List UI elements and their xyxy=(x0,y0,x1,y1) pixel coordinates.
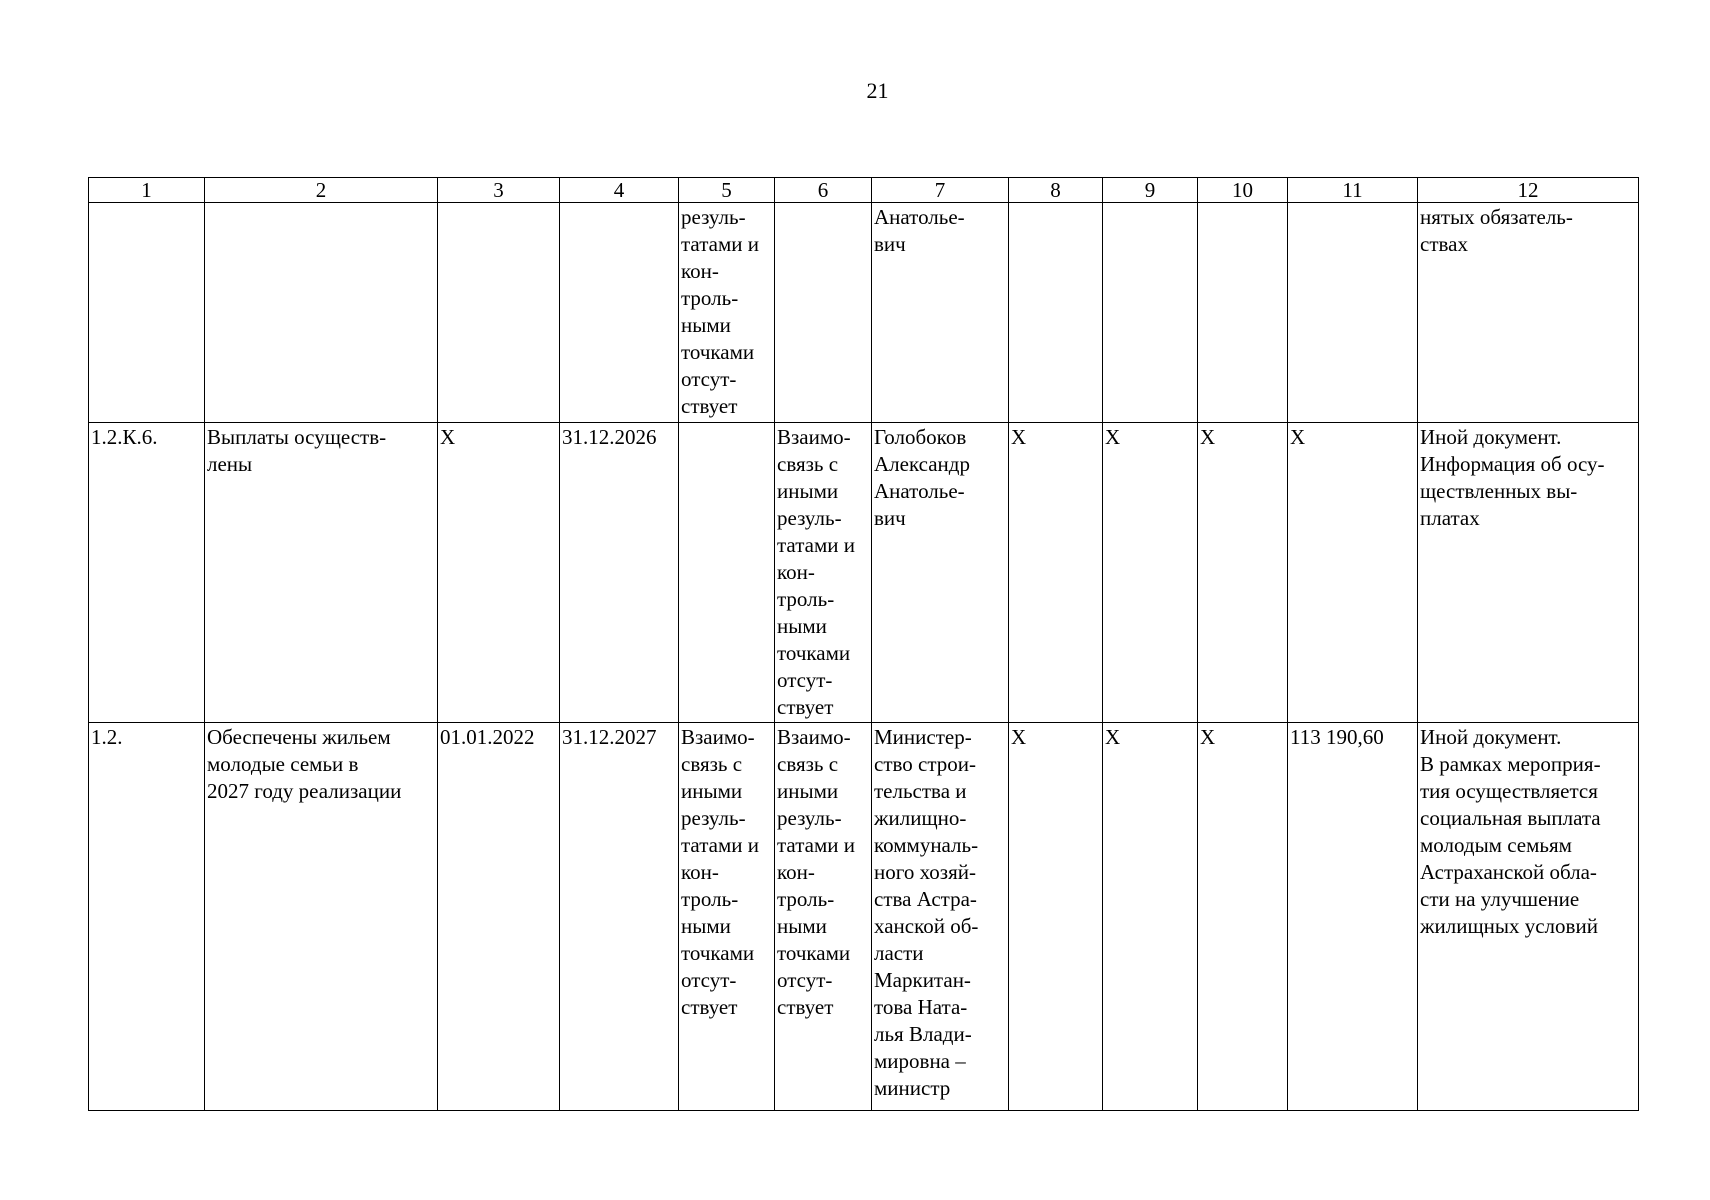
table-row-1-2-k-6 xyxy=(89,423,1639,723)
table-cell xyxy=(1009,203,1103,423)
column-header: 4 xyxy=(560,178,679,203)
table-cell: X xyxy=(438,423,560,723)
table-cell: Взаимо- связь с иными резуль- татами и кон- троль- ными точками отсут- ствует xyxy=(775,723,872,1111)
table-cell: X xyxy=(1009,723,1103,1111)
column-header: 11 xyxy=(1288,178,1418,203)
column-header: 10 xyxy=(1198,178,1288,203)
table-cell: Иной документ. В рамках мероприя- тия осуществляется социальная выплата молодым семьям Астраханской обла- сти на улучшение жилищных условий xyxy=(1418,723,1639,1111)
column-header: 5 xyxy=(679,178,775,203)
column-header: 7 xyxy=(872,178,1009,203)
table-cell: 31.12.2027 xyxy=(560,723,679,1111)
table-cell: Выплаты осуществ- лены xyxy=(205,423,438,723)
column-number-header-row xyxy=(89,178,1639,203)
table-cell: Взаимо- связь с иными резуль- татами и кон- троль- ными точками отсут- ствует xyxy=(679,723,775,1111)
table-cell xyxy=(89,203,205,423)
table-cell xyxy=(560,203,679,423)
column-header: 9 xyxy=(1103,178,1198,203)
table-cell: Обеспечены жильем молодые семьи в 2027 году реализации xyxy=(205,723,438,1111)
table-cell xyxy=(205,203,438,423)
table-cell xyxy=(1198,203,1288,423)
column-header: 6 xyxy=(775,178,872,203)
table-cell: Взаимо- связь с иными резуль- татами и кон- троль- ными точками отсут- ствует xyxy=(775,423,872,723)
table-cell: X xyxy=(1198,423,1288,723)
table-cell: Голобоков Александр Анатолье- вич xyxy=(872,423,1009,723)
column-header: 8 xyxy=(1009,178,1103,203)
table-cell xyxy=(1103,203,1198,423)
table-row-1-2 xyxy=(89,723,1639,1111)
column-header: 12 xyxy=(1418,178,1639,203)
table-cell: Анатолье- вич xyxy=(872,203,1009,423)
table-cell: 1.2. xyxy=(89,723,205,1111)
table-cell: нятых обязатель- ствах xyxy=(1418,203,1639,423)
column-header: 1 xyxy=(89,178,205,203)
table-cell: 31.12.2026 xyxy=(560,423,679,723)
table-cell: X xyxy=(1103,723,1198,1111)
table-cell: X xyxy=(1103,423,1198,723)
table-cell xyxy=(438,203,560,423)
table-cell: X xyxy=(1288,423,1418,723)
table-cell: Иной документ. Информация об осу- ществленных вы- платах xyxy=(1418,423,1639,723)
column-header: 2 xyxy=(205,178,438,203)
table-cell: 113 190,60 xyxy=(1288,723,1418,1111)
table-cell: Министер- ство строи- тельства и жилищно- коммуналь- ного хозяй- ства Астра- ханской об- ласти Маркитан- това Ната- лья Влади- мировна – министр xyxy=(872,723,1009,1111)
table-cell: X xyxy=(1198,723,1288,1111)
page-number: 21 xyxy=(866,78,889,103)
table-cell: резуль- татами и кон- троль- ными точками отсут- ствует xyxy=(679,203,775,423)
table-cell: X xyxy=(1009,423,1103,723)
table-cell xyxy=(679,423,775,723)
table-cell xyxy=(775,203,872,423)
table-row-continuation xyxy=(89,203,1639,423)
table-cell: 01.01.2022 xyxy=(438,723,560,1111)
table-cell: 1.2.К.6. xyxy=(89,423,205,723)
table-cell xyxy=(1288,203,1418,423)
column-header: 3 xyxy=(438,178,560,203)
main-table xyxy=(88,177,1639,1111)
